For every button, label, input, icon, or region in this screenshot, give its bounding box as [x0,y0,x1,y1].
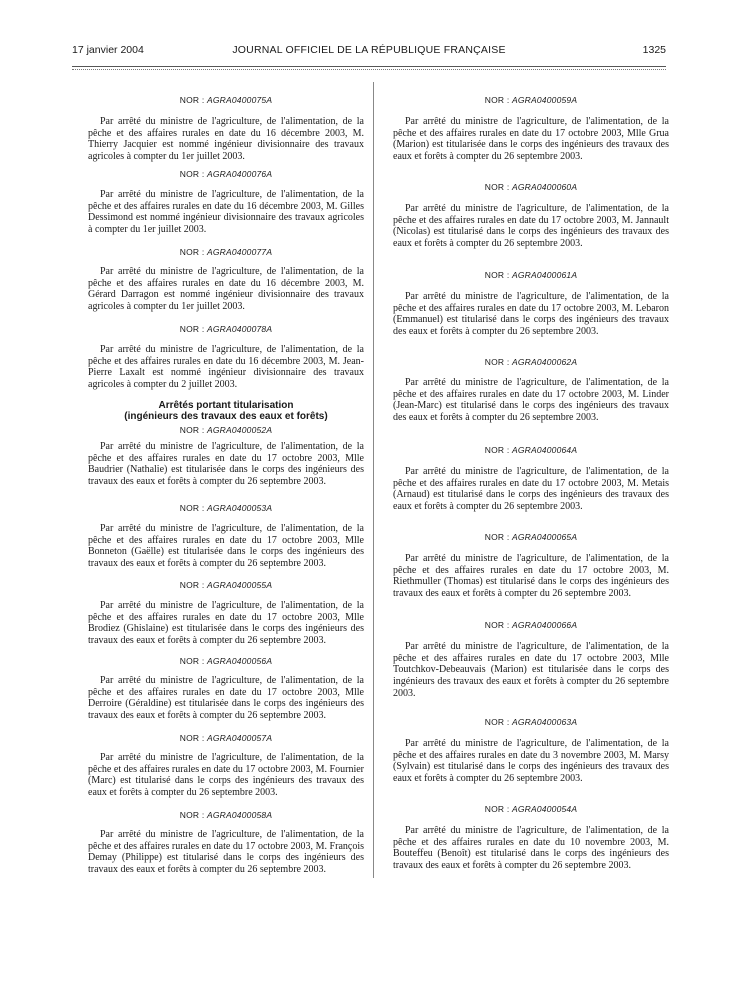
section-title: Arrêtés portant titularisation [158,400,294,411]
nor-code: AGRA0400066A [511,620,578,630]
nor-code: AGRA0400061A [511,270,578,280]
nor-code: AGRA0400062A [511,357,578,367]
nor-reference: NOR : AGRA0400053A [179,503,273,513]
decree-paragraph: Par arrêté du ministre de l'agriculture, de l'alimentation, de la pêche et des affaires rurales en date du 17 octobre 2003, M. Lebaron (Emmanuel) est titularisé dans le corps des ingénieurs des travaux des eaux et forêts à compter du 26 septembre 2003. [393,291,669,338]
nor-reference: NOR : AGRA0400061A [484,270,578,280]
nor-code: AGRA0400078A [206,324,273,334]
journal-title: JOURNAL OFFICIEL DE LA RÉPUBLIQUE FRANÇAISE [232,44,506,56]
decree-paragraph: Par arrêté du ministre de l'agriculture, de l'alimentation, de la pêche et des affaires rurales en date du 17 octobre 2003, M. Jannault (Nicolas) est titularisé dans le corps des ingénieurs des travaux des eaux et forêts à compter du 26 septembre 2003. [393,203,669,250]
nor-reference: NOR : AGRA0400062A [484,357,578,367]
nor-code: AGRA0400059A [511,95,578,105]
nor-reference: NOR : AGRA0400057A [179,733,273,743]
header-rule-dotted [72,69,666,70]
decree-paragraph: Par arrêté du ministre de l'agriculture, de l'alimentation, de la pêche et des affaires rurales en date du 17 octobre 2003, M. Fournier (Marc) est titularisé dans le corps des ingénieurs des travaux des eaux et forêts à compter du 26 septembre 2003. [88,752,364,799]
decree-paragraph: Par arrêté du ministre de l'agriculture, de l'alimentation, de la pêche et des affaires rurales en date du 16 décembre 2003, M. Gilles Dessimond est nommé ingénieur divisionnaire des travaux agricoles à compter du 1er juillet 2003. [88,189,364,236]
decree-paragraph: Par arrêté du ministre de l'agriculture, de l'alimentation, de la pêche et des affaires rurales en date du 17 octobre 2003, M. Metais (Arnaud) est titularisé dans le corps des ingénieurs des travaux des eaux et forêts à compter du 26 septembre 2003. [393,466,669,513]
decree-paragraph: Par arrêté du ministre de l'agriculture, de l'alimentation, de la pêche et des affaires rurales en date du 16 décembre 2003, M. Thierry Jacquier est nommé ingénieur divisionnaire des travaux agricoles à compter du 1er juillet 2003. [88,116,364,163]
header-date: 17 janvier 2004 [72,44,144,56]
nor-reference: NOR : AGRA0400059A [484,95,578,105]
decree-paragraph: Par arrêté du ministre de l'agriculture, de l'alimentation, de la pêche et des affaires rurales en date du 3 novembre 2003, M. Marsy (Sylvain) est titularisé dans le corps des ingénieurs des travaux des eaux et forêts à compter du 26 septembre 2003. [393,738,669,785]
nor-reference: NOR : AGRA0400060A [484,182,578,192]
decree-paragraph: Par arrêté du ministre de l'agriculture, de l'alimentation, de la pêche et des affaires rurales en date du 16 décembre 2003, M. Jean-Pierre Laxalt est nommé ingénieur divisionnaire des travaux agricoles à compter du 2 juillet 2003. [88,344,364,391]
decree-paragraph: Par arrêté du ministre de l'agriculture, de l'alimentation, de la pêche et des affaires rurales en date du 17 octobre 2003, M. François Demay (Philippe) est titularisé dans le corps des ingénieurs des travaux des eaux et forêts à compter du 26 septembre 2003. [88,829,364,876]
nor-reference: NOR : AGRA0400077A [179,247,273,257]
nor-code: AGRA0400057A [206,733,273,743]
nor-reference: NOR : AGRA0400054A [484,804,578,814]
nor-reference: NOR : AGRA0400075A [179,95,273,105]
decree-paragraph: Par arrêté du ministre de l'agriculture, de l'alimentation, de la pêche et des affaires rurales en date du 10 novembre 2003, M. Bouteffeu (Benoît) est titularisé dans le corps des ingénieurs des travaux des eaux et forêts à compter du 26 septembre 2003. [393,825,669,872]
nor-reference: NOR : AGRA0400066A [484,620,578,630]
decree-paragraph: Par arrêté du ministre de l'agriculture, de l'alimentation, de la pêche et des affaires rurales en date du 17 octobre 2003, Mlle Baudrier (Nathalie) est titularisée dans le corps des ingénieurs des travaux des eaux et forêts à compter du 26 septembre 2003. [88,441,364,488]
nor-reference: NOR : AGRA0400063A [484,717,578,727]
nor-code: AGRA0400054A [511,804,578,814]
nor-code: AGRA0400077A [206,247,273,257]
decree-paragraph: Par arrêté du ministre de l'agriculture, de l'alimentation, de la pêche et des affaires rurales en date du 17 octobre 2003, Mlle Toutchkov-Debeauvais (Marion) est titularisée dans le corps des ingénieurs des travaux des eaux et forêts à compter du 26 septembre 2003. [393,641,669,699]
nor-code: AGRA0400064A [511,445,578,455]
nor-code: AGRA0400060A [511,182,578,192]
decree-paragraph: Par arrêté du ministre de l'agriculture, de l'alimentation, de la pêche et des affaires rurales en date du 17 octobre 2003, M. Riethmuller (Thomas) est titularisé dans le corps des ingénieurs des travaux des eaux et forêts à compter du 26 septembre 2003. [393,553,669,600]
decree-paragraph: Par arrêté du ministre de l'agriculture, de l'alimentation, de la pêche et des affaires rurales en date du 16 décembre 2003, M. Gérard Darragon est nommé ingénieur divisionnaire des travaux agricoles à compter du 1er juillet 2003. [88,266,364,313]
page-number: 1325 [642,44,666,56]
nor-code: AGRA0400076A [206,169,273,179]
nor-code: AGRA0400052A [206,425,273,435]
nor-code: AGRA0400058A [206,810,273,820]
decree-paragraph: Par arrêté du ministre de l'agriculture, de l'alimentation, de la pêche et des affaires rurales en date du 17 octobre 2003, Mlle Brodiez (Ghislaine) est titularisée dans le corps des ingénieurs des travaux des eaux et forêts à compter du 26 septembre 2003. [88,600,364,647]
nor-reference: NOR : AGRA0400058A [179,810,273,820]
decree-paragraph: Par arrêté du ministre de l'agriculture, de l'alimentation, de la pêche et des affaires rurales en date du 17 octobre 2003, Mlle Grua (Marion) est titularisée dans le corps des ingénieurs des travaux des eaux et forêts à compter du 26 septembre 2003. [393,116,669,163]
page-header [72,44,666,60]
nor-reference: NOR : AGRA0400052A [179,425,273,435]
nor-code: AGRA0400063A [511,717,578,727]
nor-code: AGRA0400055A [206,580,273,590]
section-subtitle: (ingénieurs des travaux des eaux et forêts) [124,411,328,422]
header-rule [72,66,666,67]
nor-reference: NOR : AGRA0400076A [179,169,273,179]
nor-reference: NOR : AGRA0400065A [484,532,578,542]
decree-paragraph: Par arrêté du ministre de l'agriculture, de l'alimentation, de la pêche et des affaires rurales en date du 17 octobre 2003, Mlle Bonneton (Gaëlle) est titularisée dans le corps des ingénieurs des travaux des eaux et forêts à compter du 26 septembre 2003. [88,523,364,570]
decree-paragraph: Par arrêté du ministre de l'agriculture, de l'alimentation, de la pêche et des affaires rurales en date du 17 octobre 2003, Mlle Derroire (Géraldine) est titularisée dans le corps des ingénieurs des travaux des eaux et forêts à compter du 26 septembre 2003. [88,675,364,722]
nor-code: AGRA0400075A [206,95,273,105]
nor-code: AGRA0400056A [206,656,273,666]
nor-code: AGRA0400053A [206,503,273,513]
nor-reference: NOR : AGRA0400078A [179,324,273,334]
decree-paragraph: Par arrêté du ministre de l'agriculture, de l'alimentation, de la pêche et des affaires rurales en date du 17 octobre 2003, M. Linder (Jean-Marc) est titularisé dans le corps des ingénieurs des travaux des eaux et forêts à compter du 26 septembre 2003. [393,377,669,424]
nor-code: AGRA0400065A [511,532,578,542]
nor-reference: NOR : AGRA0400055A [179,580,273,590]
column-separator [373,82,374,878]
nor-reference: NOR : AGRA0400064A [484,445,578,455]
nor-reference: NOR : AGRA0400056A [179,656,273,666]
